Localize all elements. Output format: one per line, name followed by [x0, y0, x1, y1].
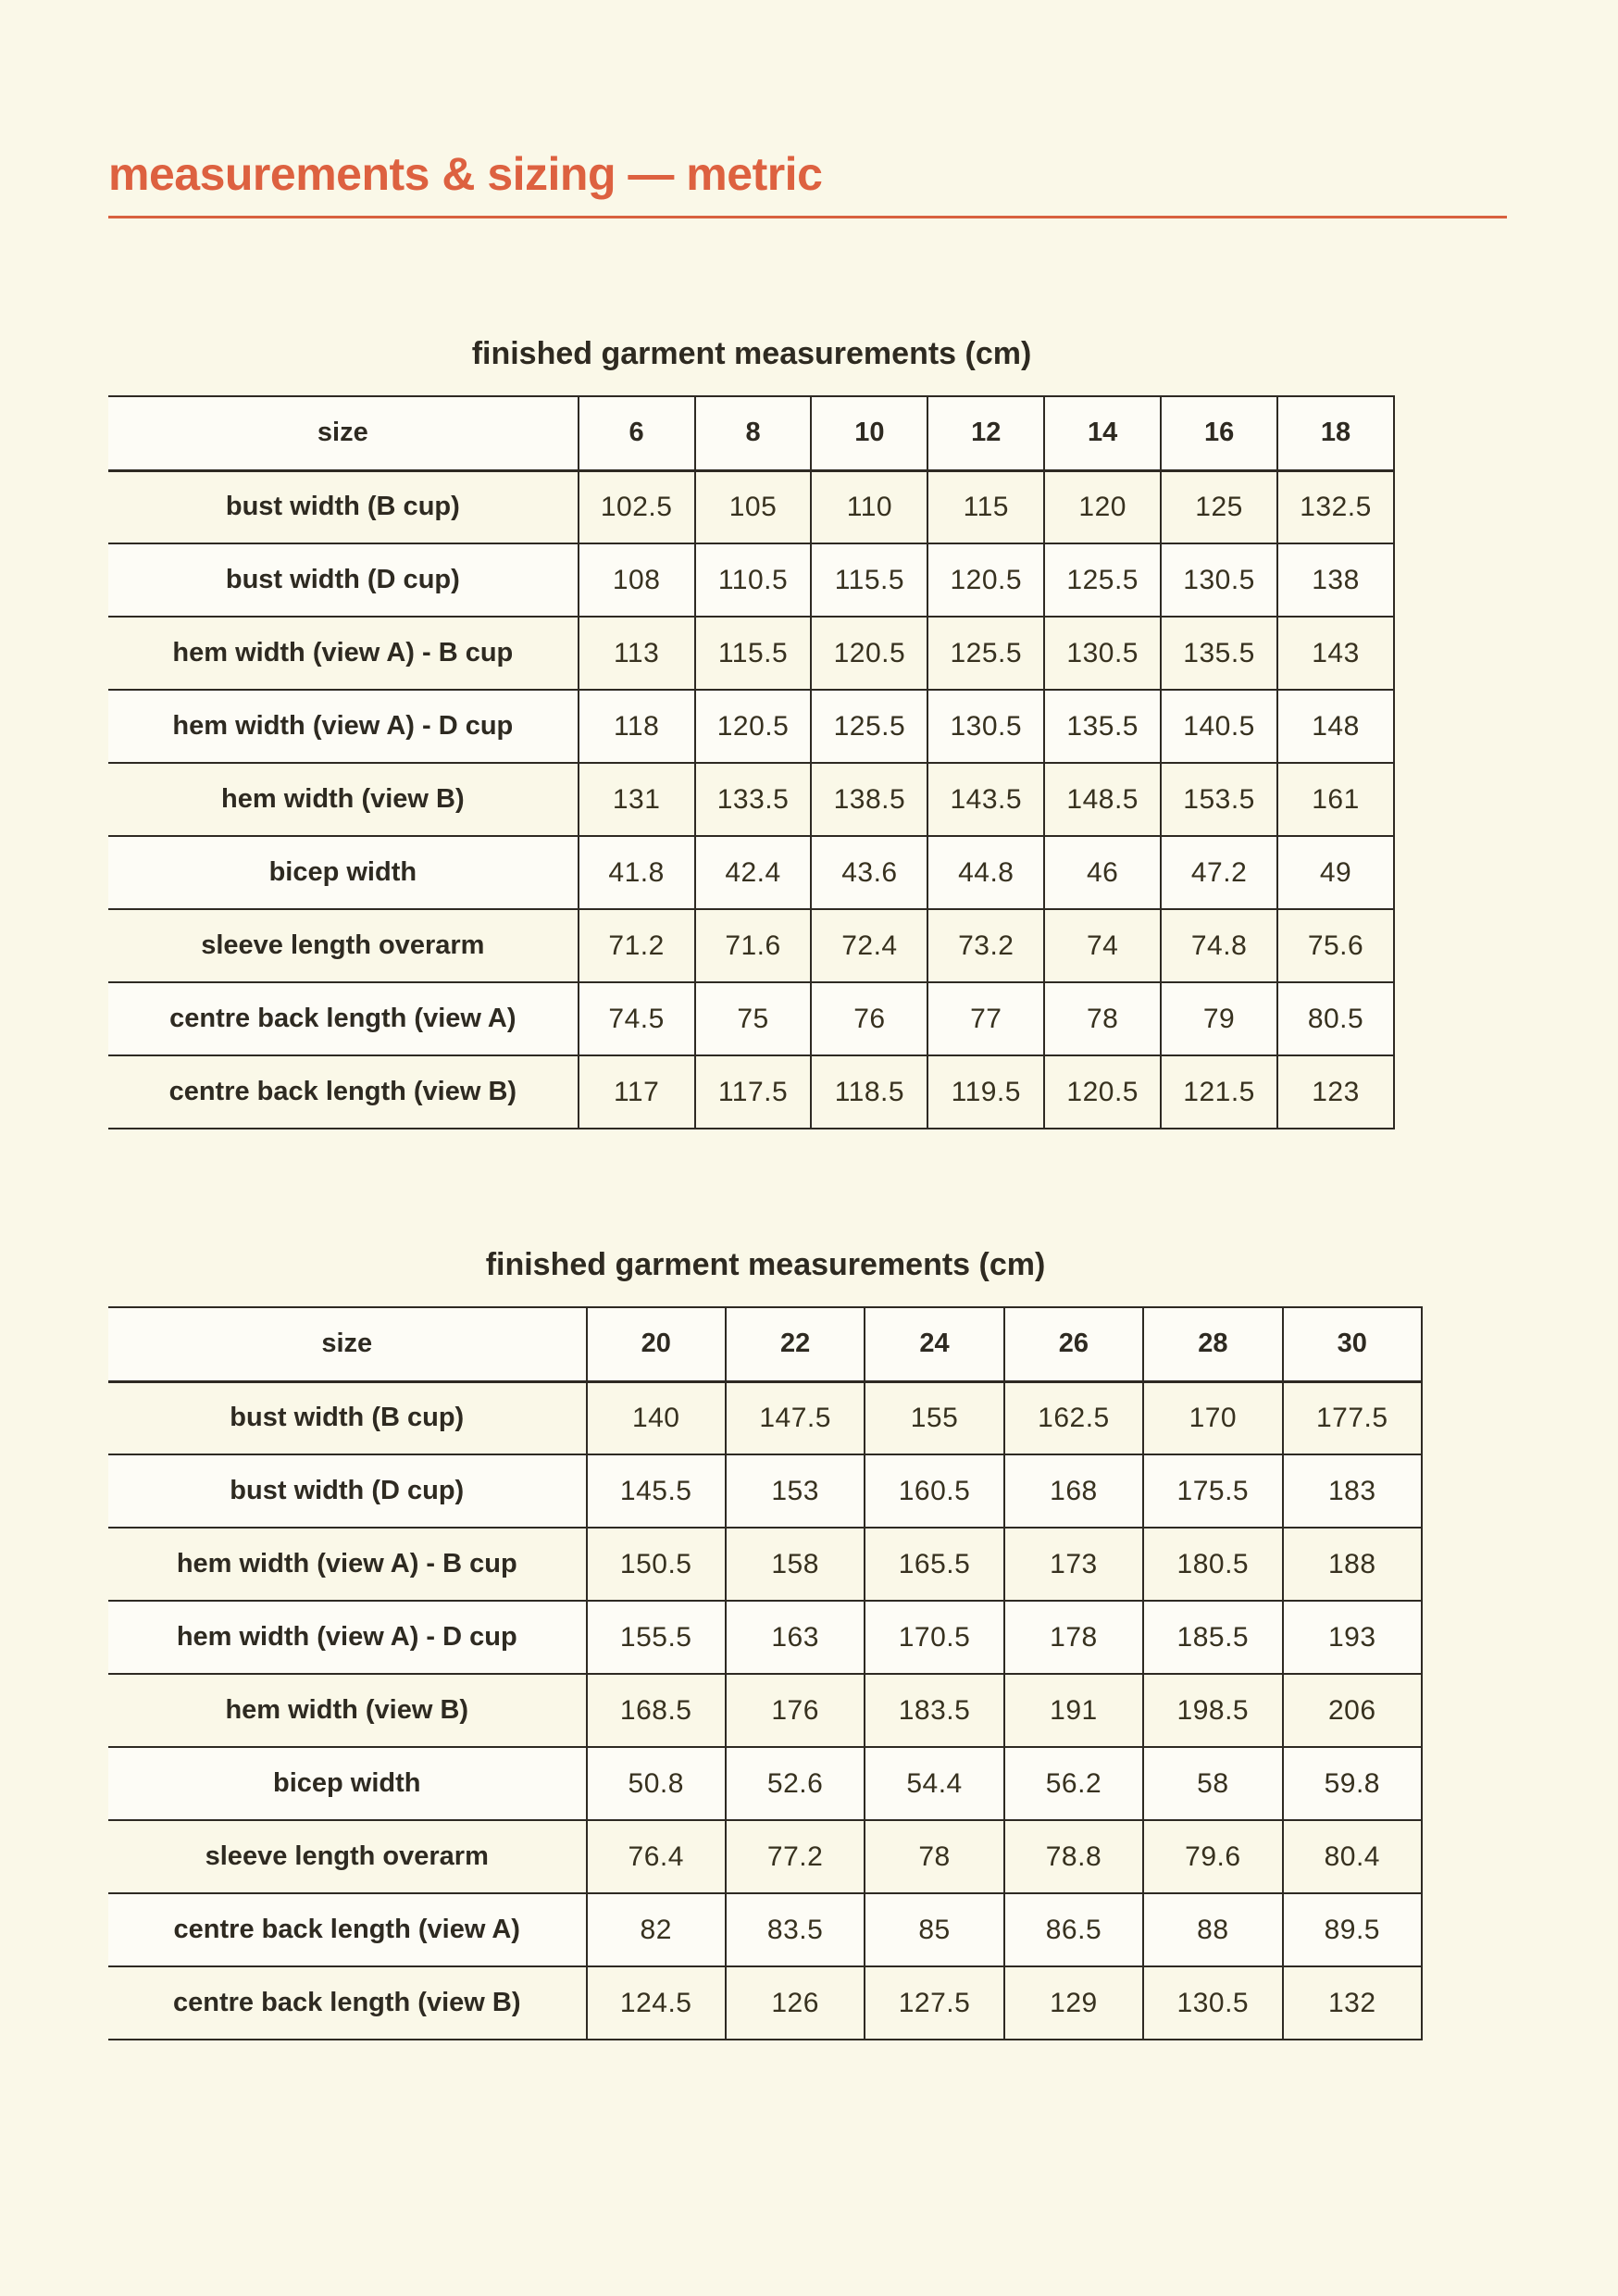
measurement-value: 153	[726, 1454, 865, 1528]
measurement-value: 170.5	[865, 1601, 1003, 1674]
measurement-value: 131	[579, 763, 695, 836]
measurement-value: 129	[1004, 1966, 1143, 2040]
measurement-row	[108, 690, 1394, 763]
measurement-value: 124.5	[587, 1966, 726, 2040]
measurement-value: 183.5	[865, 1674, 1003, 1747]
measurement-value: 75.6	[1277, 909, 1394, 982]
size-header-cell: 24	[865, 1307, 1003, 1381]
measurement-value: 120.5	[695, 690, 812, 763]
measurement-value: 117.5	[695, 1055, 812, 1129]
size-header-cell: 22	[726, 1307, 865, 1381]
measurement-value: 54.4	[865, 1747, 1003, 1820]
measurement-value: 76	[811, 982, 927, 1055]
measurement-value: 165.5	[865, 1528, 1003, 1601]
measurement-value: 120.5	[927, 543, 1044, 617]
measurement-value: 125.5	[1044, 543, 1161, 617]
measurement-value: 118	[579, 690, 695, 763]
measurement-value: 155.5	[587, 1601, 726, 1674]
measurement-row	[108, 1454, 1422, 1528]
measurement-value: 86.5	[1004, 1893, 1143, 1966]
measurement-value: 153.5	[1161, 763, 1277, 836]
measurement-label: bust width (B cup)	[108, 470, 579, 543]
measurement-row	[108, 1674, 1422, 1747]
measurement-value: 127.5	[865, 1966, 1003, 2040]
measurement-value: 76.4	[587, 1820, 726, 1893]
measurement-value: 71.2	[579, 909, 695, 982]
measurement-value: 138	[1277, 543, 1394, 617]
measurement-row	[108, 1820, 1422, 1893]
size-header-cell: 6	[579, 396, 695, 470]
measurement-value: 148	[1277, 690, 1394, 763]
measurement-value: 43.6	[811, 836, 927, 909]
table-title: finished garment measurements (cm)	[471, 336, 1032, 371]
measurement-value: 77.2	[726, 1820, 865, 1893]
measurement-value: 56.2	[1004, 1747, 1143, 1820]
measurement-value: 115.5	[695, 617, 812, 690]
measurement-row	[108, 1747, 1422, 1820]
measurement-label: hem width (view A) - D cup	[108, 1601, 587, 1674]
measurement-value: 110	[811, 470, 927, 543]
measurement-value: 125	[1161, 470, 1277, 543]
measurement-value: 108	[579, 543, 695, 617]
measurement-table-sizes-6-18	[108, 395, 1395, 1129]
measurement-value: 123	[1277, 1055, 1394, 1129]
measurement-value: 79.6	[1143, 1820, 1282, 1893]
measurement-value: 158	[726, 1528, 865, 1601]
measurement-value: 125.5	[927, 617, 1044, 690]
title-underline-rule	[108, 216, 1507, 218]
size-header-cell: 20	[587, 1307, 726, 1381]
measurement-value: 113	[579, 617, 695, 690]
measurement-value: 78.8	[1004, 1820, 1143, 1893]
measurement-label: sleeve length overarm	[108, 1820, 587, 1893]
measurement-value: 73.2	[927, 909, 1044, 982]
measurement-value: 74.5	[579, 982, 695, 1055]
measurement-value: 44.8	[927, 836, 1044, 909]
measurement-label: centre back length (view A)	[108, 982, 579, 1055]
measurement-value: 180.5	[1143, 1528, 1282, 1601]
measurement-value: 143.5	[927, 763, 1044, 836]
measurement-value: 140.5	[1161, 690, 1277, 763]
measurement-value: 132.5	[1277, 470, 1394, 543]
size-header-cell: 12	[927, 396, 1044, 470]
measurement-value: 160.5	[865, 1454, 1003, 1528]
size-header-cell: 16	[1161, 396, 1277, 470]
measurement-row	[108, 982, 1394, 1055]
measurement-value: 77	[927, 982, 1044, 1055]
measurement-value: 177.5	[1283, 1381, 1422, 1454]
measurement-value: 42.4	[695, 836, 812, 909]
measurement-value: 168	[1004, 1454, 1143, 1528]
measurement-value: 161	[1277, 763, 1394, 836]
measurement-value: 102.5	[579, 470, 695, 543]
measurement-value: 130.5	[927, 690, 1044, 763]
measurement-label: bust width (D cup)	[108, 543, 579, 617]
measurement-value: 78	[1044, 982, 1161, 1055]
measurement-label: centre back length (view A)	[108, 1893, 587, 1966]
measurement-value: 59.8	[1283, 1747, 1422, 1820]
measurement-row	[108, 1893, 1422, 1966]
measurement-value: 88	[1143, 1893, 1282, 1966]
measurement-value: 78	[865, 1820, 1003, 1893]
measurement-value: 183	[1283, 1454, 1422, 1528]
measurement-row	[108, 543, 1394, 617]
size-header-cell: 10	[811, 396, 927, 470]
measurement-value: 126	[726, 1966, 865, 2040]
measurement-label: bust width (D cup)	[108, 1454, 587, 1528]
measurement-value: 120.5	[811, 617, 927, 690]
measurement-value: 130.5	[1044, 617, 1161, 690]
measurement-value: 47.2	[1161, 836, 1277, 909]
measurement-value: 168.5	[587, 1674, 726, 1747]
measurement-label: bicep width	[108, 1747, 587, 1820]
measurement-value: 119.5	[927, 1055, 1044, 1129]
measurement-label: bicep width	[108, 836, 579, 909]
measurement-label: bust width (B cup)	[108, 1381, 587, 1454]
measurement-value: 145.5	[587, 1454, 726, 1528]
measurement-label: hem width (view A) - B cup	[108, 617, 579, 690]
measurement-value: 71.6	[695, 909, 812, 982]
measurement-value: 132	[1283, 1966, 1422, 2040]
measurement-value: 46	[1044, 836, 1161, 909]
size-header-cell: 26	[1004, 1307, 1143, 1381]
measurement-value: 191	[1004, 1674, 1143, 1747]
measurement-row	[108, 1528, 1422, 1601]
measurement-value: 85	[865, 1893, 1003, 1966]
measurement-label: hem width (view B)	[108, 763, 579, 836]
measurement-row	[108, 836, 1394, 909]
measurement-value: 163	[726, 1601, 865, 1674]
measurement-value: 206	[1283, 1674, 1422, 1747]
table-section-sizes-20-30	[108, 1246, 1423, 2040]
measurement-value: 140	[587, 1381, 726, 1454]
measurement-value: 118.5	[811, 1055, 927, 1129]
measurement-value: 120.5	[1044, 1055, 1161, 1129]
measurement-label: centre back length (view B)	[108, 1055, 579, 1129]
size-header-row	[108, 396, 1394, 470]
measurement-row	[108, 763, 1394, 836]
measurement-value: 75	[695, 982, 812, 1055]
measurement-label: hem width (view A) - B cup	[108, 1528, 587, 1601]
measurement-label: hem width (view B)	[108, 1674, 587, 1747]
measurement-value: 74.8	[1161, 909, 1277, 982]
measurement-row	[108, 1966, 1422, 2040]
measurement-value: 74	[1044, 909, 1161, 982]
measurement-value: 147.5	[726, 1381, 865, 1454]
measurement-value: 176	[726, 1674, 865, 1747]
measurement-value: 130.5	[1143, 1966, 1282, 2040]
measurement-value: 193	[1283, 1601, 1422, 1674]
size-header-row	[108, 1307, 1422, 1381]
measurement-value: 83.5	[726, 1893, 865, 1966]
measurement-value: 58	[1143, 1747, 1282, 1820]
measurement-value: 105	[695, 470, 812, 543]
size-header-cell: 8	[695, 396, 812, 470]
measurement-value: 178	[1004, 1601, 1143, 1674]
measurement-label: hem width (view A) - D cup	[108, 690, 579, 763]
table-title: finished garment measurements (cm)	[485, 1247, 1046, 1282]
measurement-value: 138.5	[811, 763, 927, 836]
measurement-value: 150.5	[587, 1528, 726, 1601]
measurement-value: 143	[1277, 617, 1394, 690]
measurement-value: 173	[1004, 1528, 1143, 1601]
table-section-sizes-6-18	[108, 335, 1395, 1129]
measurement-value: 120	[1044, 470, 1161, 543]
measurement-value: 110.5	[695, 543, 812, 617]
measurement-value: 135.5	[1044, 690, 1161, 763]
measurement-value: 125.5	[811, 690, 927, 763]
size-header-cell: 18	[1277, 396, 1394, 470]
measurement-value: 185.5	[1143, 1601, 1282, 1674]
measurement-value: 115	[927, 470, 1044, 543]
size-column-header: size	[108, 396, 579, 470]
measurement-value: 133.5	[695, 763, 812, 836]
measurement-value: 115.5	[811, 543, 927, 617]
measurement-value: 82	[587, 1893, 726, 1966]
measurement-value: 130.5	[1161, 543, 1277, 617]
measurement-row	[108, 1055, 1394, 1129]
measurement-value: 148.5	[1044, 763, 1161, 836]
measurement-value: 198.5	[1143, 1674, 1282, 1747]
measurement-row	[108, 470, 1394, 543]
measurement-row	[108, 1381, 1422, 1454]
measurement-label: centre back length (view B)	[108, 1966, 587, 2040]
measurement-value: 162.5	[1004, 1381, 1143, 1454]
measurement-value: 50.8	[587, 1747, 726, 1820]
measurement-table-sizes-20-30	[108, 1306, 1423, 2040]
measurement-value: 41.8	[579, 836, 695, 909]
measurement-value: 135.5	[1161, 617, 1277, 690]
measurement-value: 79	[1161, 982, 1277, 1055]
measurement-value: 155	[865, 1381, 1003, 1454]
measurement-value: 80.4	[1283, 1820, 1422, 1893]
size-header-cell: 30	[1283, 1307, 1422, 1381]
measurement-value: 52.6	[726, 1747, 865, 1820]
measurement-row	[108, 617, 1394, 690]
measurement-value: 175.5	[1143, 1454, 1282, 1528]
measurement-label: sleeve length overarm	[108, 909, 579, 982]
measurement-value: 89.5	[1283, 1893, 1422, 1966]
measurement-value: 80.5	[1277, 982, 1394, 1055]
measurement-value: 72.4	[811, 909, 927, 982]
measurement-row	[108, 1601, 1422, 1674]
page-title: measurements & sizing — metric	[108, 148, 823, 200]
measurement-value: 49	[1277, 836, 1394, 909]
measurement-value: 170	[1143, 1381, 1282, 1454]
measurement-value: 117	[579, 1055, 695, 1129]
measurement-row	[108, 909, 1394, 982]
measurement-value: 121.5	[1161, 1055, 1277, 1129]
size-header-cell: 28	[1143, 1307, 1282, 1381]
size-column-header: size	[108, 1307, 587, 1381]
size-header-cell: 14	[1044, 396, 1161, 470]
measurement-value: 188	[1283, 1528, 1422, 1601]
